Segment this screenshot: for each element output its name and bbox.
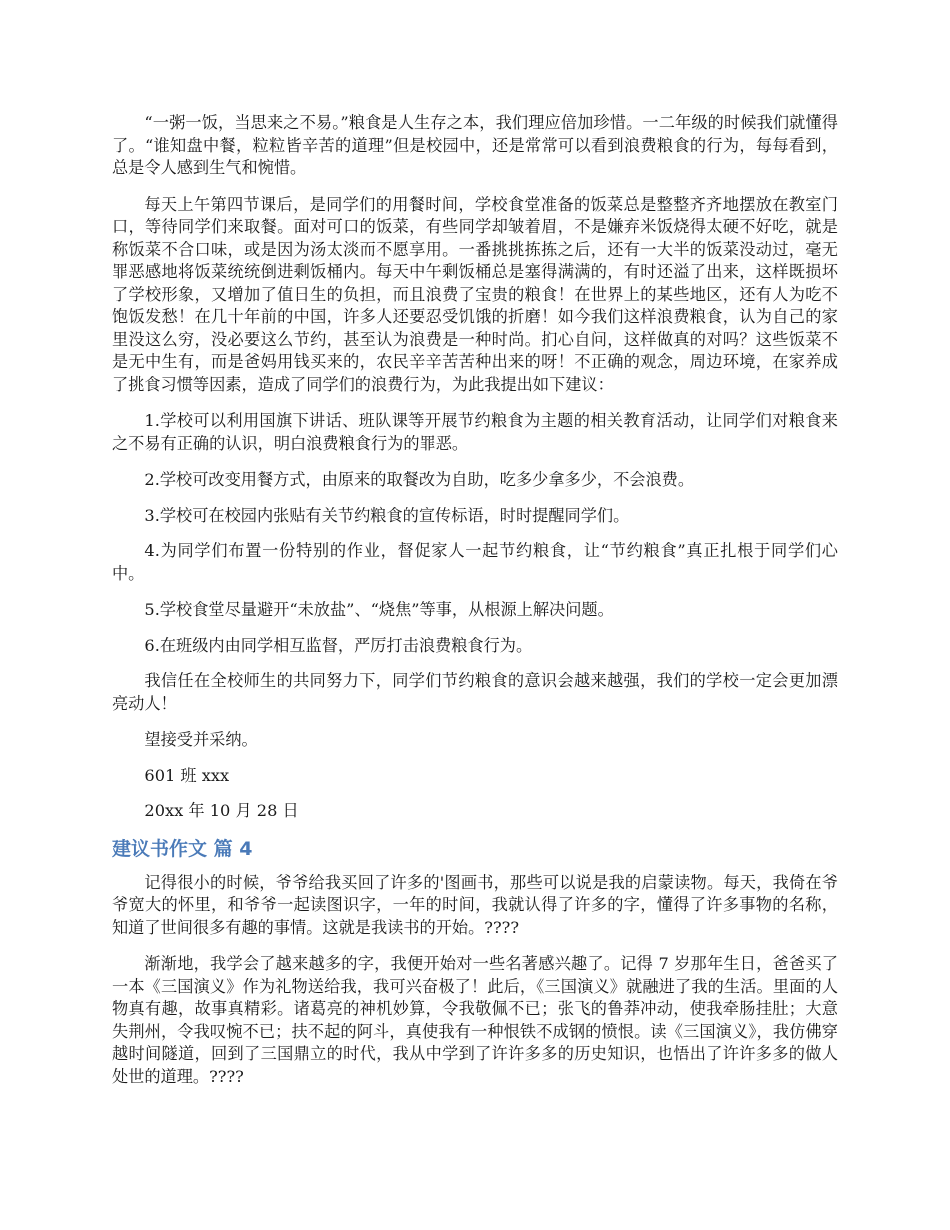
paragraph-closing: 望接受并采纳。 xyxy=(144,730,258,749)
suggestion-6: 6.在班级内由同学相互监督，严厉打击浪费粮食行为。 xyxy=(144,635,533,655)
date-line: 20xx 年 10 月 28 日 xyxy=(144,801,299,820)
suggestion-1: 1.学校可以利用国旗下讲话、班队课等开展节约粮食为主题的相关教育活动，让同学们对粮食来之不易有正确的认识，明白浪费粮食行为的罪恶。 xyxy=(112,411,838,453)
suggestion-3: 3.学校可在校园内张贴有关节约粮食的宣传标语，时时提醒同学们。 xyxy=(144,505,630,525)
paragraph-intro: “一粥一饭，当思来之不易。”粮食是人生存之本，我们理应倍加珍惜。一二年级的时候我们就懂得了。“谁知盘中餐，粒粒皆辛苦的道理”但是校园中，还是常常可以看到浪费粮食的行为，每每看到，总是令人感到生气和惋惜。 xyxy=(112,113,838,177)
paragraph-problem: 每天上午第四节课后，是同学们的用餐时间，学校食堂准备的饭菜总是整整齐齐地摆放在教室门口，等待同学们来取餐。面对可口的饭菜，有些同学却皱着眉，不是嫌弃米饭烧得太硬不好吃，就是称饭菜不合口味，或是因为汤太淡而不愿享用。一番挑挑拣拣之后，还有一大半的饭菜没动过，毫无罪恶感地将饭菜统统倒进剩饭桶内。每天中午剩饭桶总是塞得满满的，有时还溢了出来，这样既损坏了学校形象，又增加了值日生的负担，而且浪费了宝贵的粮食！在世界上的某些地区，还有人为吃不饱饭发愁！在几十年前的中国，许多人还要忍受饥饿的折磨！如今我们这样浪费粮食，认为自己的家里没这么穷，没必要这么节约，甚至认为浪费是一种时尚。扪心自问，这样做真的对吗？这些饭菜不是无中生有，而是爸妈用钱买来的，农民辛辛苦苦种出来的呀！不正确的观念，周边环境，在家养成了挑食习惯等因素，造成了同学们的浪费行为，为此我提出如下建议： xyxy=(112,194,838,394)
suggestion-2: 2.学校可改变用餐方式，由原来的取餐改为自助，吃多少拿多少，不会浪费。 xyxy=(144,470,695,489)
suggestion-5: 5.学校食堂尽量避开“未放盐”、“烧焦”等事，从根源上解决问题。 xyxy=(144,600,614,619)
section-heading: 建议书作文 篇 4 xyxy=(112,837,253,860)
paragraph-reading: 渐渐地，我学会了越来越多的字，我便开始对一些名著感兴趣了。记得 7 岁那年生日，爸爸买了一本《三国演义》作为礼物送给我，我可兴奋极了！此后，《三国演义》就融进了我的生活。里面的人物真有趣，故事真精彩。诸葛亮的神机妙算，令我敬佩不已；张飞的鲁莽冲动，使我牵肠挂肚；大意失荆州，令我叹惋不已；扶不起的阿斗，真使我有一种恨铁不成钢的愤恨。读《三国演义》，我仿佛穿越时间隧道，回到了三国鼎立的时代，我从中学到了许许多多的历史知识，也悟出了许许多多的做人处世的道理。???? xyxy=(112,954,838,1086)
suggestion-4: 4.为同学们布置一份特别的作业，督促家人一起节约粮食，让“节约粮食”真正扎根于同学们心中。 xyxy=(112,541,838,583)
paragraph-childhood: 记得很小的时候，爷爷给我买回了许多的'图画书，那些可以说是我的启蒙读物。每天，我倚在爷爷宽大的怀里，和爷爷一起读图识字，一年的时间，我就认得了许多的字，懂得了许多事物的名称，知道了世间很多有趣的事情。这就是我读书的开始。???? xyxy=(112,872,838,937)
paragraph-conclusion: 我信任在全校师生的共同努力下，同学们节约粮食的意识会越来越强，我们的学校一定会更加漂亮动人！ xyxy=(112,671,838,713)
signature: 601 班 xxx xyxy=(144,765,230,785)
document-page xyxy=(112,112,838,1102)
